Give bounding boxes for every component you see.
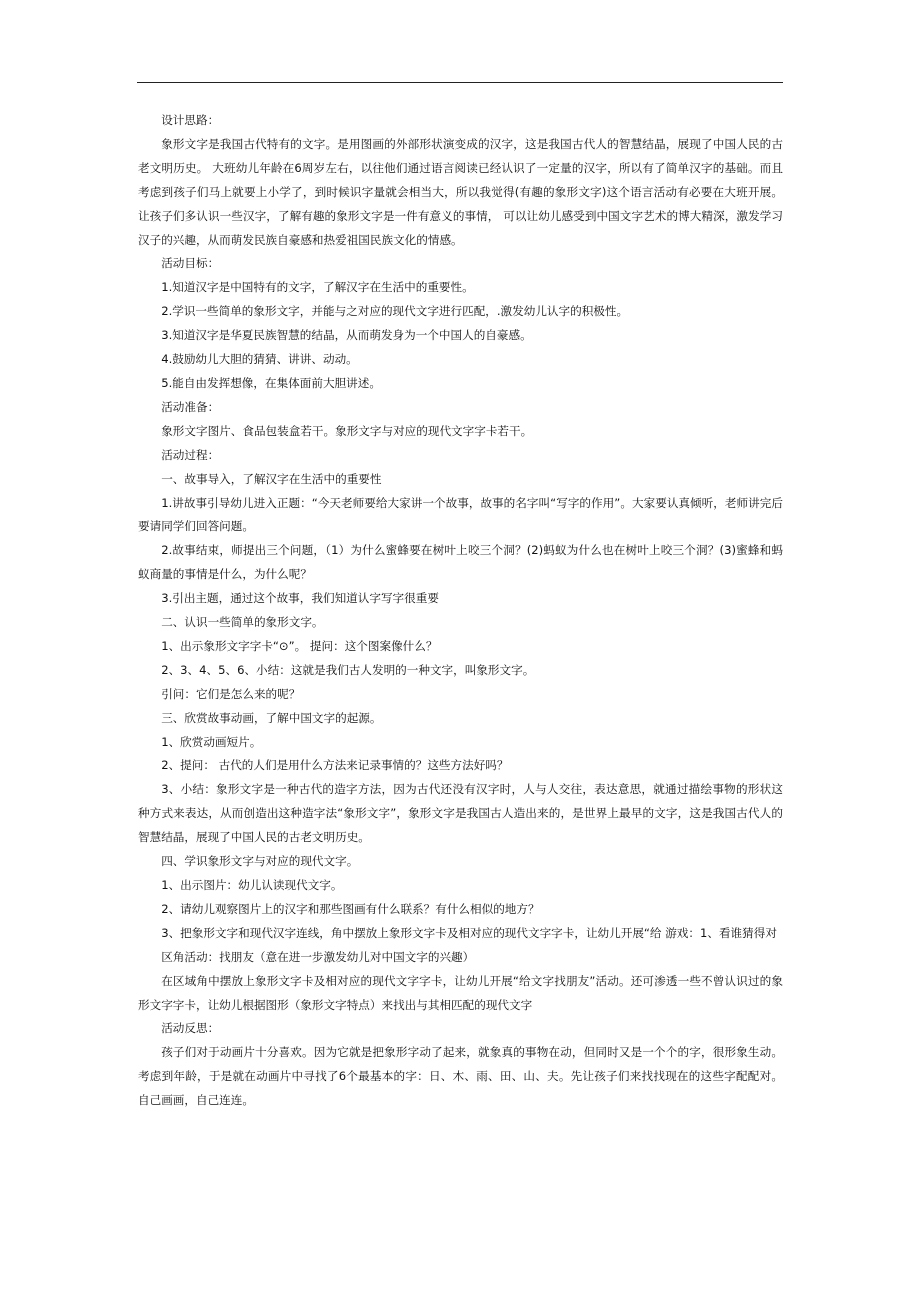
heading-activity-process: 活动过程： [161, 447, 220, 462]
heading-design-idea: 设计思路： [161, 113, 220, 127]
heading-activity-reflection: 活动反思： [161, 1021, 220, 1036]
process-item: 1.讲故事引导幼儿进入正题：“今天老师要给大家讲一个故事，故事的名字叫“写字的作用”。大家要认真倾听，老师讲完后要请同学们回答问题。 [138, 495, 783, 534]
goal-item: 1.知道汉字是中国特有的文字，了解汉字在生活中的重要性。 [161, 280, 474, 295]
document-body [138, 109, 783, 1113]
heading-activity-goals: 活动目标： [161, 256, 220, 271]
paragraph-area-activity: 在区域角中摆放上象形文字卡及相对应的现代文字字卡，让幼儿开展“给文字找朋友”活动。还可渗透一些不曾认识过的象形文字字卡，让幼儿根据图形（象形文字特点）来找出与其相匹配的现代文字 [138, 973, 783, 1012]
process-item: 3.引出主题，通过这个故事，我们知道认字写字很重要 [161, 591, 439, 606]
goal-item: 2.学识一些简单的象形文字，并能与之对应的现代文字进行匹配，.激发幼儿认字的积极性。 [161, 304, 629, 319]
process-item: 1、出示图片：幼儿认读现代文字。 [161, 878, 343, 892]
process-item: 1、欣赏动画短片。 [161, 734, 262, 749]
section-heading: 四、学识象形文字与对应的现代文字。 [161, 854, 359, 869]
process-item: 3、把象形文字和现代汉字连线，角中摆放上象形文字卡及相对应的现代文字字卡，让幼儿开展“给 游戏：1、看谁猜得对 [161, 925, 777, 940]
paragraph-reflection: 孩子们对于动画片十分喜欢。因为它就是把象形字动了起来，就象真的事物在动，但同时又是一个个的字，很形象生动。考虑到年龄，于是就在动画片中寻找了6个最基本的字：日、木、雨、田、山、夫。先让孩子们来找找现在的这些字配配对。自己画画，自己连连。 [138, 1045, 783, 1108]
process-item: 引问：它们是怎么来的呢？ [161, 686, 301, 701]
heading-area-activity: 区角活动：找朋友（意在进一步激发幼儿对中国文字的兴趣） [161, 949, 475, 964]
section-heading: 三、欣赏故事动画，了解中国文字的起源。 [161, 710, 382, 725]
process-item: 2、3、4、5、6、小结：这就是我们古人发明的一种文字，叫象形文字。 [161, 662, 535, 677]
process-item: 2、提问： 古代的人们是用什么方法来记录事情的？这些方法好吗？ [161, 758, 509, 773]
heading-activity-preparation: 活动准备： [161, 399, 220, 414]
process-item: 1、出示象形文字字卡“⊙”。 提问：这个图案像什么？ [161, 638, 438, 653]
process-item: 3、小结：象形文字是一种古代的造字方法，因为古代还没有汉字时，人与人交往，表达意思，就通过描绘事物的形状这种方式来表达，从而创造出这种造字法“象形文字”，象形文字是我国古人造出来的，是世界上最早的文字，这是我国古代人的智慧结晶，展现了中国人民的古老文明历史。 [138, 782, 783, 845]
process-item: 2、请幼儿观察图片上的汉字和那些图画有什么联系？有什么相似的地方？ [161, 901, 540, 916]
paragraph-preparation: 象形文字图片、食品包装盒若干。象形文字与对应的现代文字字卡若干。 [161, 423, 533, 438]
paragraph-design-idea: 象形文字是我国古代特有的文字。是用图画的外部形状演变成的汉字，这是我国古代人的智慧结晶，展现了中国人民的古老文明历史。 大班幼儿年龄在6周岁左右，以往他们通过语言阅读已经认识了一定量的汉字，所以有了简单汉字的基础。而且考虑到孩子们马上就要上小学了，到时候识字量就会相当大，所以我觉得(有趣的象形文字)这个语言活动有必要在大班开展。让孩子们多认识一些汉字，了解有趣的象形文字是一件有意义的事情， 可以让幼儿感受到中国文字艺术的博大精深，激发学习汉子的兴趣，从而萌发民族自豪感和热爱祖国民族文化的情感。 [138, 136, 783, 247]
goal-item: 3.知道汉字是华夏民族智慧的结晶，从而萌发身为一个中国人的自豪感。 [161, 328, 532, 343]
goal-item: 5.能自由发挥想像，在集体面前大胆讲述。 [161, 375, 381, 390]
goal-item: 4.鼓励幼儿大胆的猜猜、讲讲、动动。 [161, 352, 358, 367]
process-item: 2.故事结束，师提出三个问题，（1）为什么蜜蜂要在树叶上咬三个洞？(2)蚂蚁为什么也在树叶上咬三个洞？(3)蜜蜂和蚂蚁商量的事情是什么，为什么呢？ [138, 543, 783, 582]
section-heading: 二、认识一些简单的象形文字。 [161, 615, 324, 630]
section-heading: 一、故事导入，了解汉字在生活中的重要性 [161, 471, 382, 486]
header-rule [137, 82, 783, 83]
